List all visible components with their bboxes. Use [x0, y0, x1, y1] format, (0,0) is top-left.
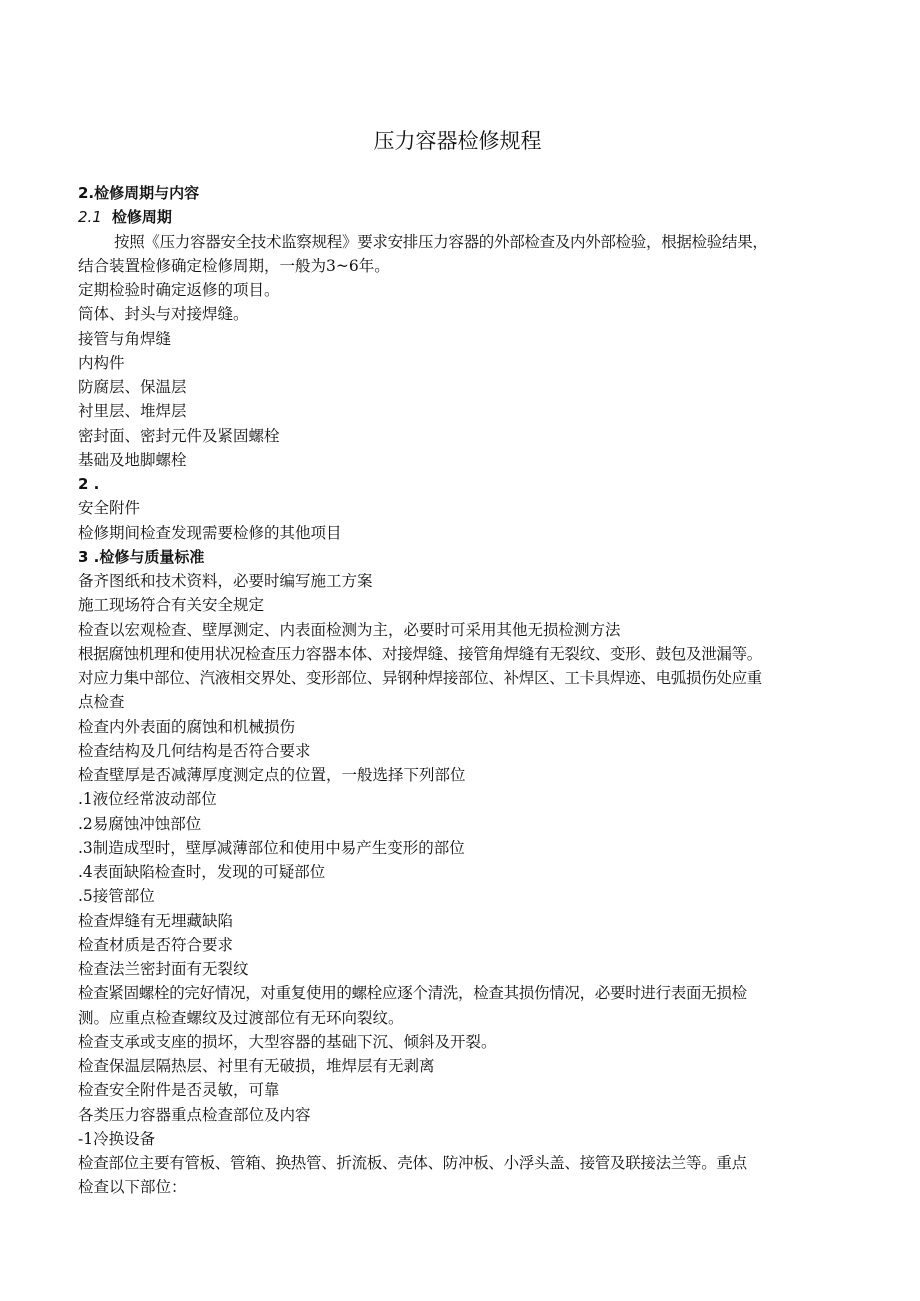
list-item: 内构件: [78, 353, 125, 372]
list-item: 检查支承或支座的损坏，大型容器的基础下沉、倾斜及开裂。: [78, 1032, 497, 1051]
sub-list-item: .1液位经常波动部位: [78, 790, 217, 809]
list-item: 衬里层、堆焊层: [78, 402, 187, 421]
section-heading-3: 3 .检修与质量标准: [78, 547, 205, 566]
sub-heading: -1冷换设备: [78, 1129, 156, 1148]
list-item: 检查材质是否符合要求: [78, 935, 234, 954]
list-item: 检查以宏观检查、壁厚测定、内表面检测为主，必要时可采用其他无损检测方法: [78, 620, 621, 639]
subsection-heading-2-1: [78, 205, 878, 229]
list-item-continuation: 测。应重点检查螺纹及过渡部位有无环向裂纹。: [78, 1008, 404, 1027]
paragraph-line: 结合装置检修确定检修周期，一般为3~6年。: [78, 256, 390, 275]
list-item: 根据腐蚀机理和使用状况检查压力容器本体、对接焊缝、接管角焊缝有无裂纹、变形、鼓包及泄漏等。: [78, 644, 763, 663]
paragraph-line: 检查以下部位：: [78, 1178, 187, 1197]
list-item: 各类压力容器重点检查部位及内容: [78, 1105, 311, 1124]
list-item: 接管与角焊缝: [78, 329, 172, 348]
list-item: 备齐图纸和技术资料，必要时编写施工方案: [78, 572, 373, 590]
list-item: 检查结构及几何结构是否符合要求: [78, 741, 311, 760]
list-item: 检查紧固螺栓的完好情况，对重复使用的螺栓应逐个清洗，检查其损伤情况，必要时进行表面无损检: [78, 984, 747, 1003]
list-item: 定期检验时确定返修的项目。: [78, 281, 280, 299]
subsection-number: 2.1: [78, 208, 102, 227]
list-item: 基础及地脚螺栓: [78, 450, 187, 469]
list-item: 检查安全附件是否灵敏，可靠: [78, 1081, 280, 1100]
sub-list-item: .5接管部位: [78, 887, 155, 906]
list-item-continuation: 点检查: [78, 693, 125, 712]
list-item: 安全附件: [78, 499, 141, 518]
list-item: 检修期间检查发现需要检修的其他项目: [78, 523, 342, 542]
list-item: 检查法兰密封面有无裂纹: [78, 960, 249, 978]
section-heading-2: 2.检修周期与内容: [78, 184, 200, 202]
document-title: 压力容器检修规程: [373, 130, 542, 153]
list-item: 施工现场符合有关安全规定: [78, 596, 265, 615]
paragraph-line: 检查部位主要有管板、管箱、换热管、折流板、壳体、防冲板、小浮头盖、接管及联接法兰等。重点: [78, 1154, 747, 1172]
section-number-line: 2 .: [78, 475, 100, 493]
paragraph-line: 按照《压力容器安全技术监察规程》要求安排压力容器的外部检查及内外部检验，根据检验结果，: [114, 232, 768, 251]
subsection-title: 检修周期: [111, 208, 172, 227]
list-item: 筒体、封头与对接焊缝。: [78, 305, 249, 324]
sub-list-item: .3制造成型时，壁厚减薄部位和使用中易产生变形的部位: [78, 838, 465, 857]
list-item: 对应力集中部位、汽液相交界处、变形部位、异钢种焊接部位、补焊区、工卡具焊迹、电弧损伤处应重: [78, 669, 763, 687]
list-item: 防腐层、保温层: [78, 378, 187, 396]
list-item: 密封面、密封元件及紧固螺栓: [78, 426, 280, 445]
list-item: 检查焊缝有无埋藏缺陷: [78, 911, 234, 930]
list-item: 检查保温层隔热层、衬里有无破损，堆焊层有无剥离: [78, 1057, 435, 1075]
list-item: 检查内外表面的腐蚀和机械损伤: [78, 717, 296, 736]
sub-list-item: .2易腐蚀冲蚀部位: [78, 814, 202, 833]
sub-list-item: .4表面缺陷检查时，发现的可疑部位: [78, 863, 326, 881]
list-item: 检查壁厚是否减薄厚度测定点的位置，一般选择下列部位: [78, 766, 466, 784]
document-body: [78, 181, 878, 1200]
